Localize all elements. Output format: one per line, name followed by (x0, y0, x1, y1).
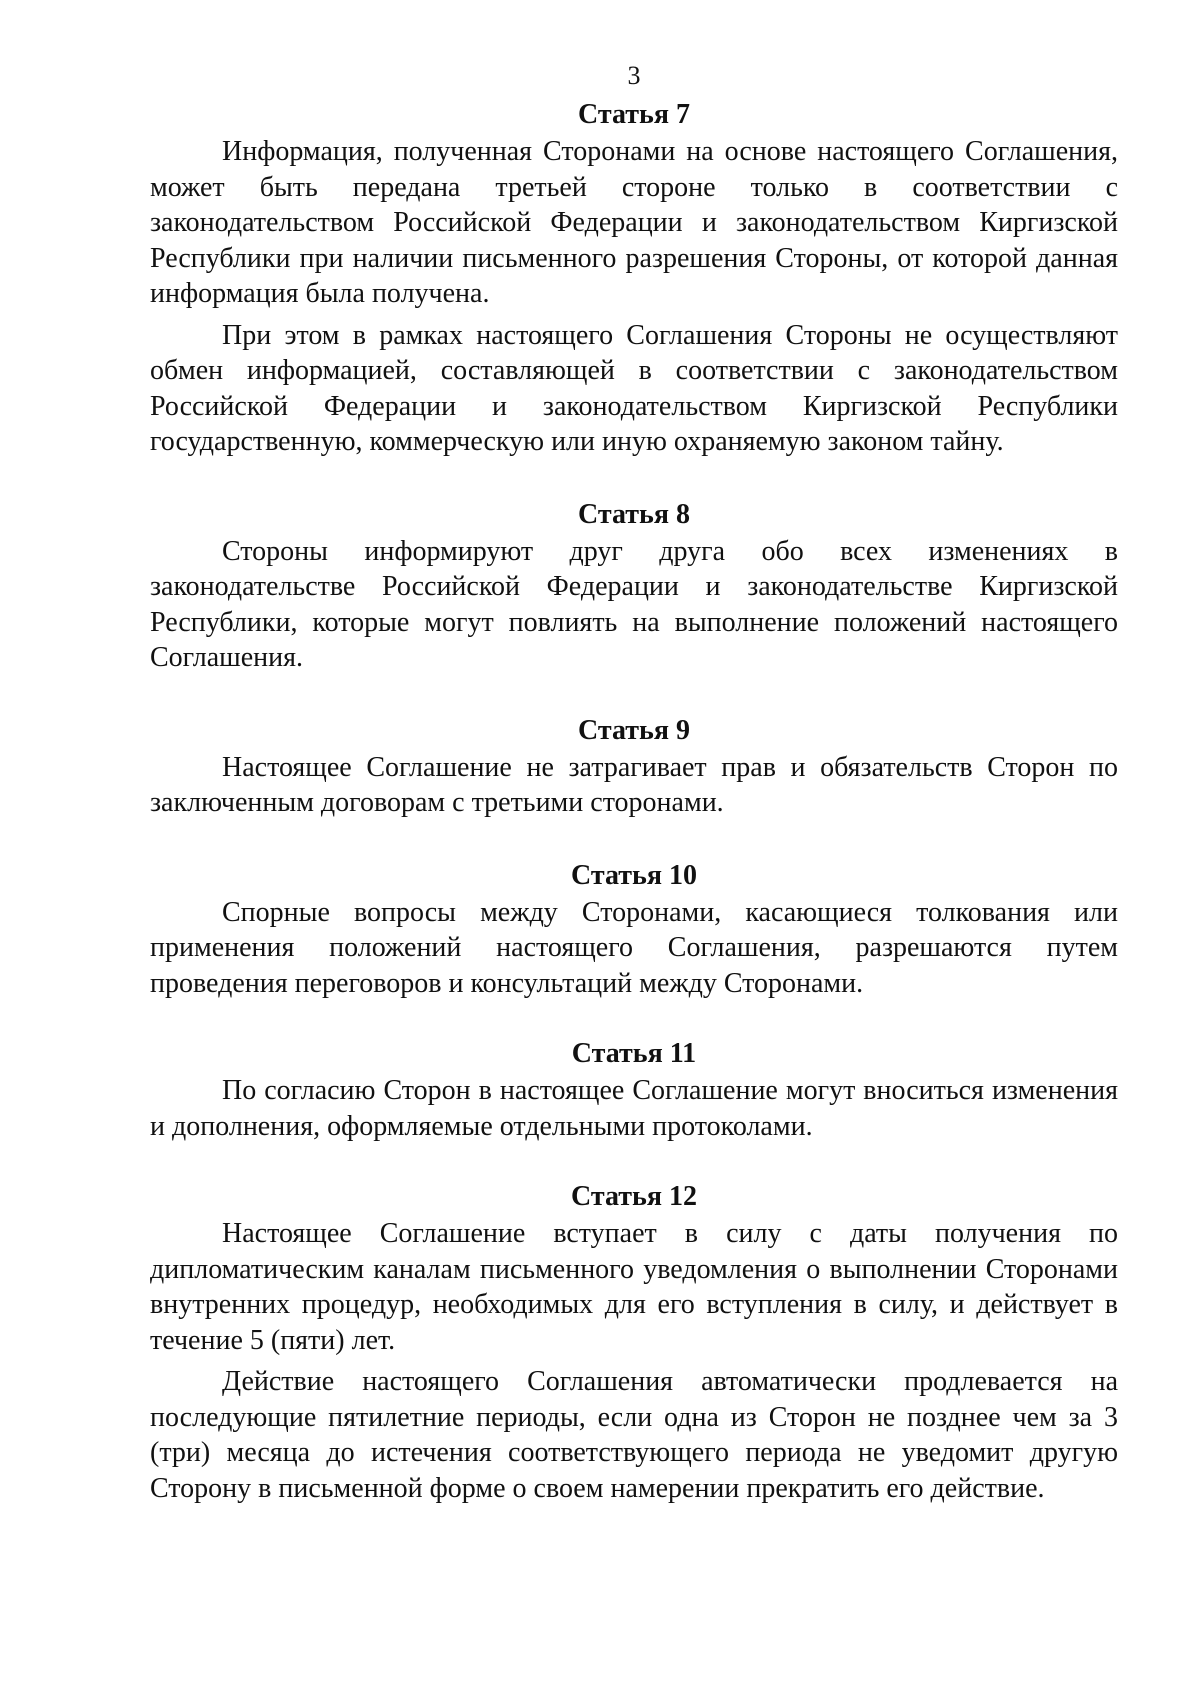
article-paragraph: Настоящее Соглашение вступает в силу с даты получения по дипломатическим каналам письменного уведомления о выполнении Сторонами внутренних процедур, необходимых для его вступления в силу, и действует в течение 5 (пяти) лет. (150, 1218, 1118, 1356)
article-paragraph: Спорные вопросы между Сторонами, касающиеся толкования или применения положений настоящего Соглашения, разрешаются путем проведения переговоров и консультаций между Сторонами. (150, 896, 1118, 999)
page-number: 3 (627, 61, 641, 90)
article-paragraph: Действие настоящего Соглашения автоматически продлевается на последующие пятилетние периоды, если одна из Сторон не позднее чем за 3 (три) месяца до истечения соответствующего периода не уведомит другую Сторону в письменной форме о своем намерении прекратить его действие. (150, 1366, 1118, 1504)
document-page (150, 58, 1118, 1506)
article-paragraph: Информация, полученная Сторонами на основе настоящего Соглашения, может быть передана третьей стороне только в соответствии с законодательством Российской Федерации и законодательством Киргизской Республики при наличии письменного разрешения Стороны, от которой данная информация была получена. (150, 136, 1118, 309)
article-9 (150, 714, 1118, 821)
article-paragraph: При этом в рамках настоящего Соглашения Стороны не осуществляют обмен информацией, составляющей в соответствии с законодательством Российской Федерации и законодательством Киргизской Республики государственную, коммерческую или иную охраняемую законом тайну. (150, 319, 1118, 457)
article-12 (150, 1180, 1118, 1506)
article-7 (150, 98, 1118, 460)
article-heading: Статья 10 (571, 859, 697, 891)
article-paragraph: По согласию Сторон в настоящее Соглашение могут вноситься изменения и дополнения, оформляемые отдельными протоколами. (150, 1075, 1118, 1142)
article-heading: Статья 7 (578, 99, 690, 130)
article-paragraph: Стороны информируют друг друга обо всех изменениях в законодательстве Российской Федерации и законодательстве Киргизской Республики, которые могут повлиять на выполнение положений настоящего Соглашения. (150, 535, 1118, 673)
article-paragraph: Настоящее Соглашение не затрагивает прав и обязательств Сторон по заключенным договорам с третьими сторонами. (150, 751, 1118, 818)
article-heading: Статья 8 (578, 498, 690, 530)
article-heading: Статья 11 (571, 1038, 697, 1069)
article-10 (150, 859, 1118, 1002)
article-heading: Статья 12 (571, 1181, 697, 1212)
article-11 (150, 1037, 1118, 1144)
article-heading: Статья 9 (578, 714, 690, 746)
article-8 (150, 498, 1118, 676)
